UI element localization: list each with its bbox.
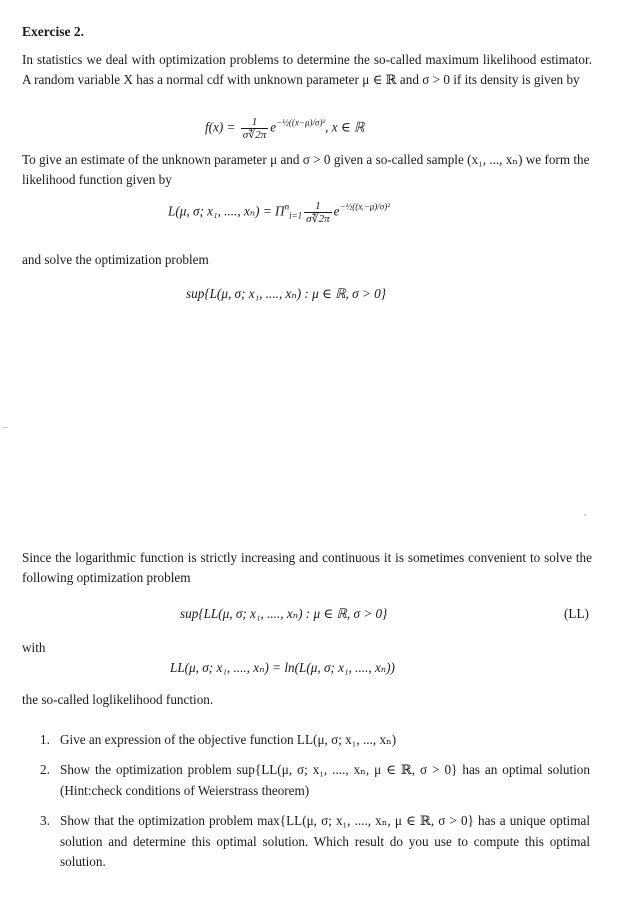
likelihood-exp-base: e	[333, 203, 340, 219]
scan-mark	[2, 427, 8, 428]
density-exp-base: e	[270, 119, 277, 135]
ll-equation-tag: (LL)	[564, 606, 589, 621]
likelihood-equation	[168, 200, 390, 225]
question-number: 2.	[40, 762, 50, 778]
likelihood-numerator: 1	[304, 200, 331, 213]
density-numerator: 1	[241, 116, 268, 129]
question-text: Show that the optimization problem max{LL(μ, σ; x₁, ...., xₙ, μ ∈ ℝ, σ > 0} has a unique optimal solution and determine this optimal solution. Which result do you use to compute this optimal solution.	[60, 813, 590, 870]
ll-definition-equation: LL(μ, σ; x₁, ...., xₙ) = ln(L(μ, σ; x₁, ...., xₙ))	[170, 660, 395, 675]
question-number: 3.	[40, 813, 50, 829]
sup-problem-equation: sup{L(μ, σ; x₁, ...., xₙ) : μ ∈ ℝ, σ > 0}	[186, 286, 386, 301]
density-denominator: σ∜2π	[242, 129, 267, 142]
log-paragraph: Since the logarithmic function is strictly increasing and continuous it is sometimes convenient to solve the following optimization problem	[22, 550, 592, 586]
likelihood-product-lower: i=1	[289, 210, 303, 221]
likelihood-product-upper: n	[284, 201, 290, 212]
question-text: Show the optimization problem sup{LL(μ, σ; x₁, ...., xₙ, μ ∈ ℝ, σ > 0} has an optimal solution (Hint:check conditions of Weierstrass theorem)	[60, 762, 590, 798]
question-text: Give an expression of the objective function LL(μ, σ; x₁, ..., xₙ)	[60, 732, 397, 747]
question-item	[40, 760, 590, 801]
loglikelihood-text: the so-called loglikelihood function.	[22, 692, 214, 707]
intro-paragraph: In statistics we deal with optimization problems to determine the so-called maximum likelihood estimator. A random variable X has a normal cdf with unknown parameter μ ∈ ℝ and σ > 0 if its density is given by	[22, 52, 592, 88]
density-equation	[205, 116, 364, 141]
question-item	[40, 811, 590, 872]
likelihood-denominator: σ∜2π	[306, 213, 330, 226]
question-number: 1.	[40, 732, 50, 747]
likelihood-lhs: L(μ, σ; x₁, ...., xₙ) = Π	[168, 203, 285, 219]
scan-dot	[584, 514, 586, 516]
with-text: with	[22, 640, 46, 655]
question-item	[40, 730, 590, 750]
likelihood-fraction	[304, 200, 331, 225]
density-domain: , x ∈ ℝ	[325, 119, 365, 135]
likelihood-exponent: −½((xᵢ−μ)/σ)²	[339, 201, 390, 212]
density-exponent: −½((x−μ)/σ)²	[276, 117, 326, 128]
questions-list	[40, 730, 590, 883]
density-lhs: f(x) =	[205, 119, 239, 135]
density-fraction	[241, 116, 268, 141]
ll-problem-equation: sup{LL(μ, σ; x₁, ...., xₙ) : μ ∈ ℝ, σ > 0}	[180, 606, 388, 621]
exercise-title: Exercise 2.	[22, 24, 84, 39]
estimate-paragraph: To give an estimate of the unknown parameter μ and σ > 0 given a so-called sample (x₁, ..., xₙ) we form the likelihood function given by	[22, 152, 590, 188]
solve-paragraph: and solve the optimization problem	[22, 252, 209, 267]
